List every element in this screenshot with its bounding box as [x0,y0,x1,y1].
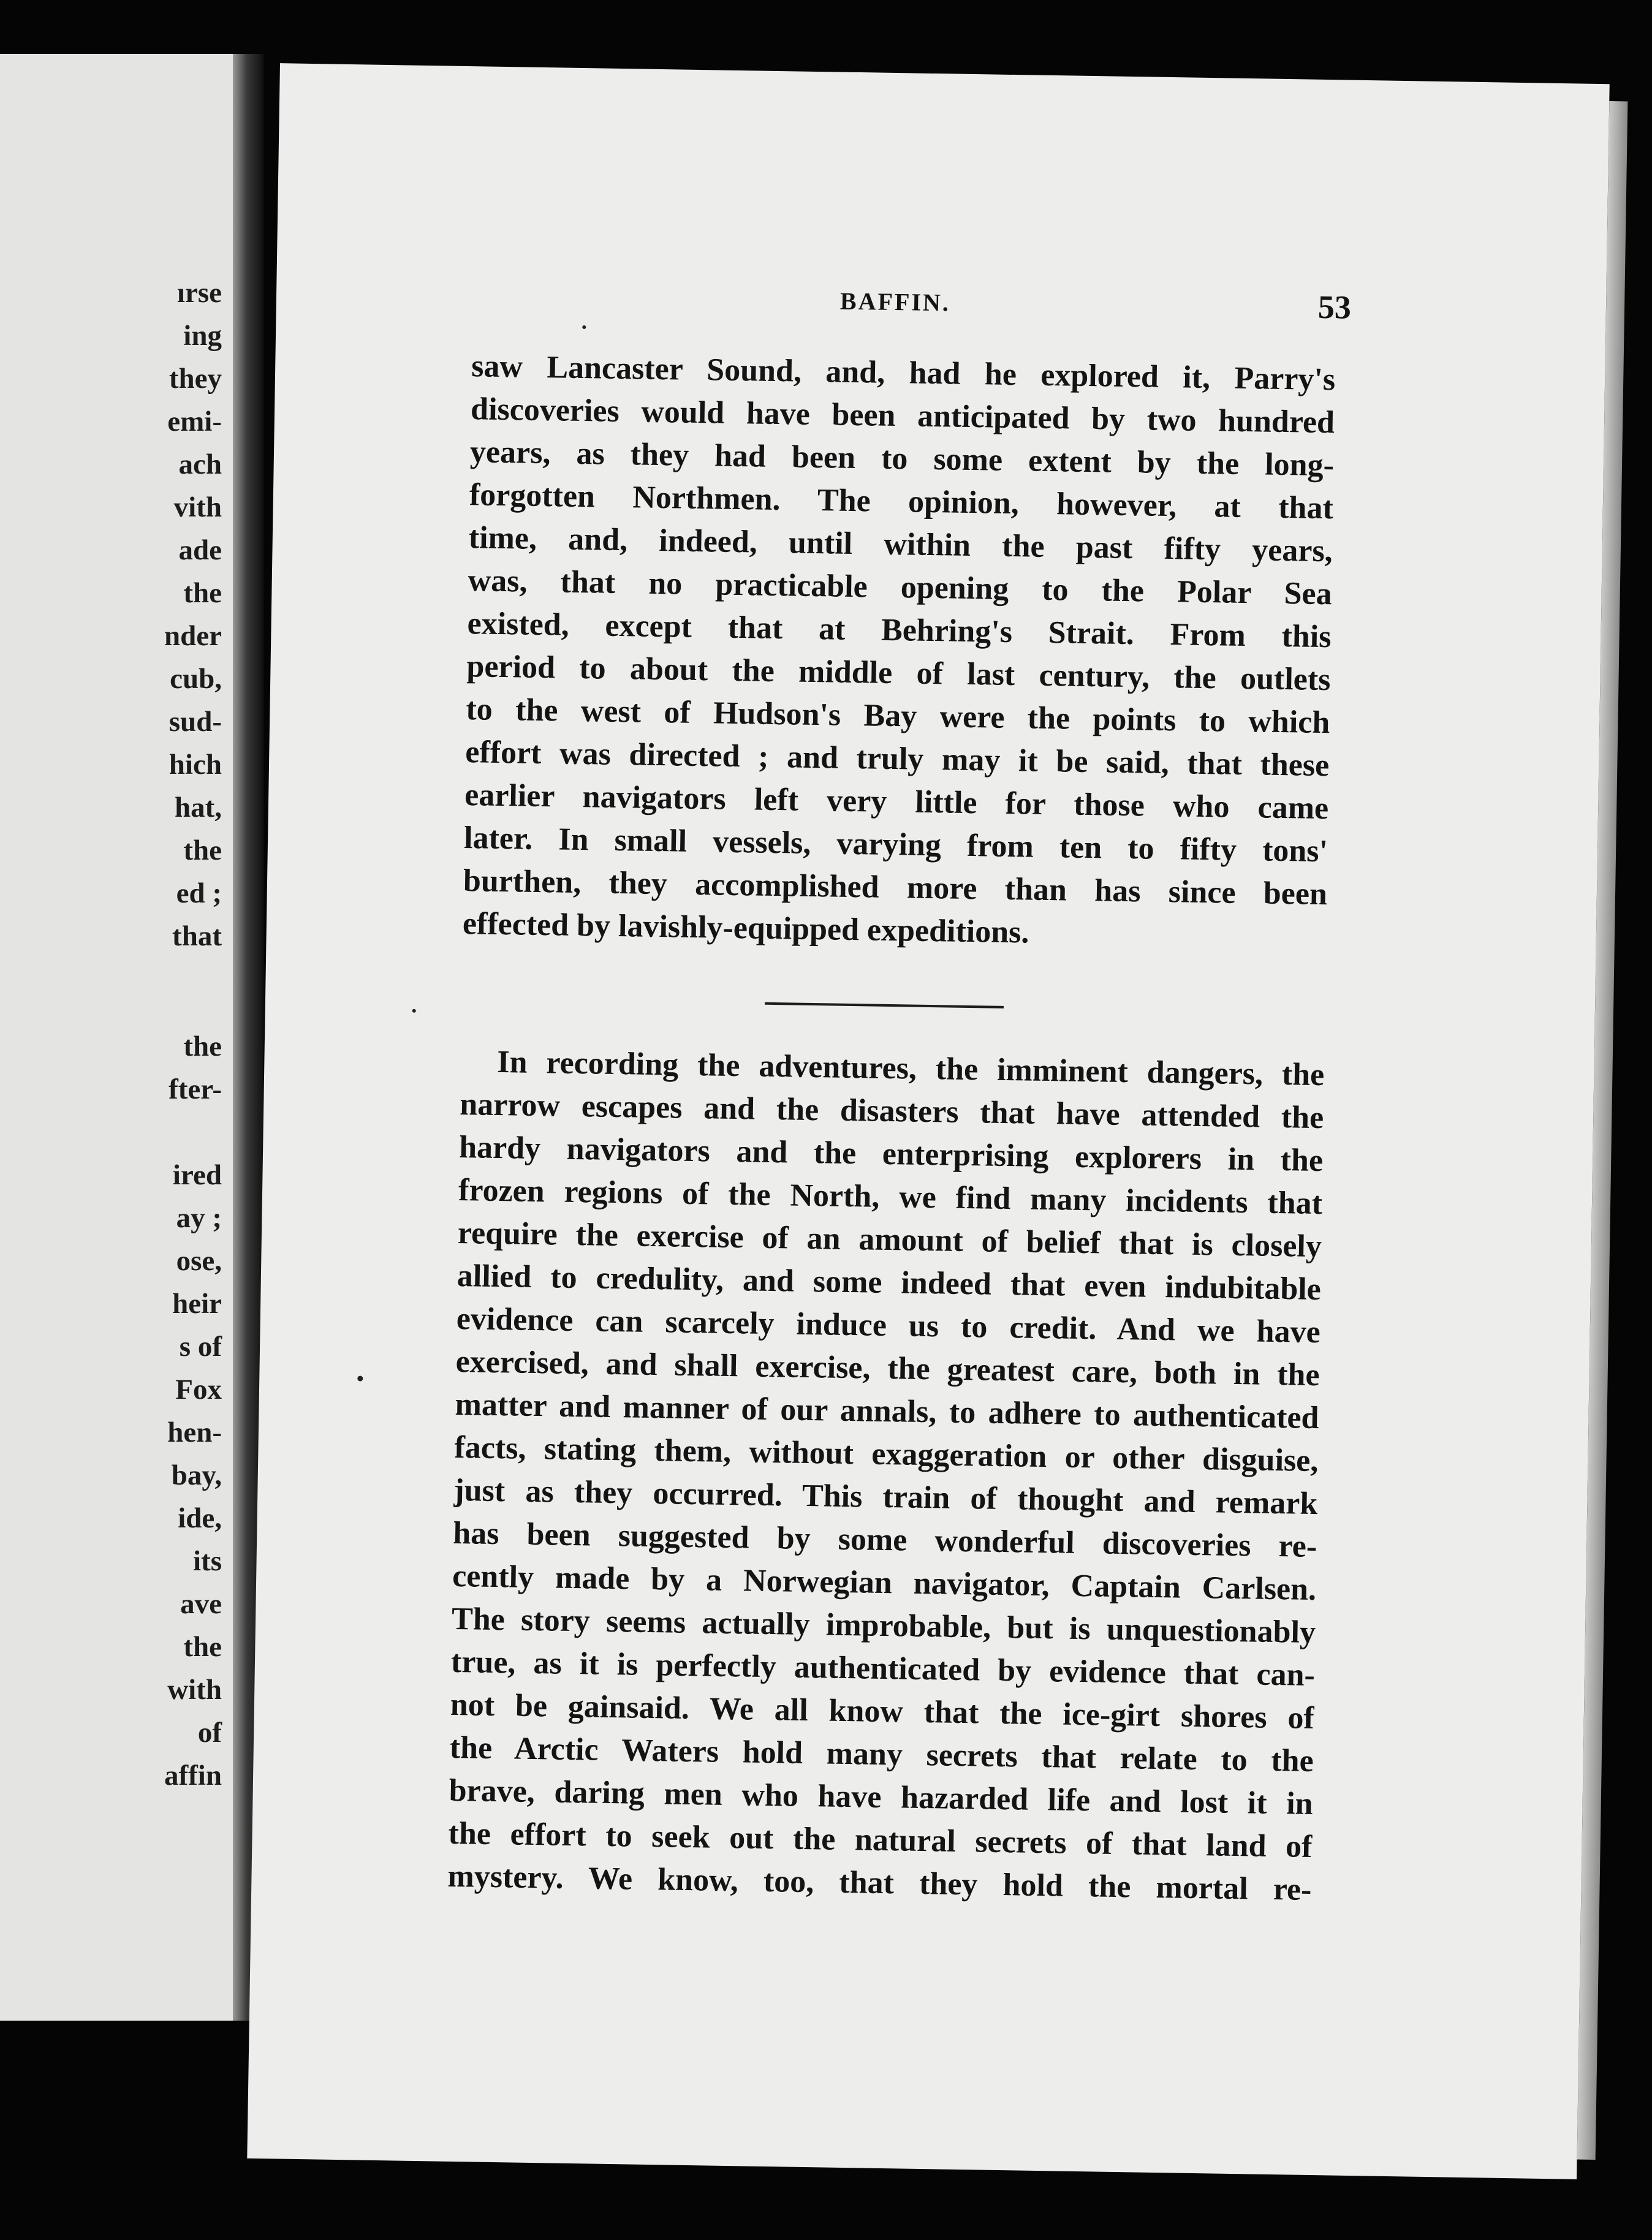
text-line: period to about the middle of last century, the outlets [466,649,1331,698]
facing-page-fragment: ing [183,320,222,352]
text-line: matter and manner of our annals, to adhere to authenticated [455,1387,1319,1436]
text-line: discoveries would have been anticipated by two hundred [470,392,1335,441]
text-line: has been suggested by some wonderful discoveries re- [452,1515,1317,1565]
facing-page-fragment: its [193,1545,222,1577]
facing-page-fragment: ırse [176,277,222,309]
text-line: exercised, and shall exercise, the greatest care, both in the [455,1344,1320,1393]
facing-page-fragment: affin [164,1760,222,1792]
text-line: The story seems actually improbable, but is unquestionably [451,1601,1316,1651]
text-line: facts, stating them, without exaggeration or other disguise, [454,1429,1319,1479]
text-line: time, and, indeed, until within the past fifty years, [468,520,1333,569]
text-line: saw Lancaster Sound, and, had he explored it, Parry's [471,349,1336,398]
facing-page-fragment: that [172,920,222,952]
facing-page-fragment: nder [164,620,222,652]
text-line: frozen regions of the North, we find many incidents that [458,1172,1323,1222]
facing-page-fragment: hen- [167,1417,222,1448]
facing-page-fragment: the [183,834,222,866]
ink-speck [357,1375,363,1381]
text-line: effected by lavishly-equipped expeditions. [462,906,1029,950]
page-number: 53 [1317,288,1352,326]
facing-page-fragment: the [183,1031,222,1062]
facing-page-fragment: fter- [169,1073,222,1105]
text-line: hardy navigators and the enterprising explorers in the [458,1129,1324,1179]
text-line: narrow escapes and the disasters that have attended the [459,1086,1324,1136]
facing-page-fragment: Fox [175,1374,222,1406]
text-line: the effort to seek out the natural secrets of that land of [448,1815,1313,1864]
facing-page-fragment: hich [169,749,222,781]
facing-page-fragment: ed ; [176,877,222,909]
text-line: effort was directed ; and truly may it be said, that these [464,735,1330,784]
text-line: was, that no practicable opening to the Polar Sea [468,563,1333,612]
facing-page-fragment: ide, [178,1502,222,1534]
text-line: require the exercise of an amount of belief that is closely [457,1215,1322,1265]
running-head: BAFFIN. [839,287,951,317]
facing-page-fragment: ose, [176,1245,222,1277]
text-line: later. In small vessels, varying from ten to fifty tons' [463,820,1328,869]
facing-page-fragment: ay ; [176,1202,222,1234]
text-line: true, as it is perfectly authenticated by evidence that can- [450,1644,1316,1693]
facing-page-fragment: vith [173,491,222,523]
book-page [247,63,1609,2179]
section-rule [765,1002,1004,1008]
text-line: forgotten Northmen. The opinion, however, at that [469,477,1334,526]
facing-page-fragment: heir [172,1288,222,1320]
facing-page-fragment: the [183,577,222,609]
facing-page-fragment: sud- [169,706,222,738]
facing-page-fragment: with [167,1674,222,1706]
text-line: not be gainsaid. We all know that the ice-girt shores of [450,1687,1315,1736]
text-line: earlier navigators left very little for those who came [464,778,1329,827]
text-line: brave, daring men who have hazarded life and lost it in [449,1773,1314,1822]
text-line: burthen, they accomplished more than has since been [463,863,1328,912]
facing-page-fragment: bay, [171,1459,222,1491]
text-line: the Arctic Waters hold many secrets that relate to the [449,1730,1314,1779]
text-line: mystery. We know, too, that they hold the mortal re- [447,1858,1312,1907]
text-line: years, as they had been to some extent by the long- [469,434,1335,483]
text-line: allied to credulity, and some indeed that even indubitable [457,1258,1322,1307]
facing-page-fragment: ach [178,448,222,480]
facing-page-fragment: ave [180,1588,222,1620]
facing-page-fragment: they [169,363,222,395]
facing-page-fragment: cub, [170,663,222,695]
facing-page [0,54,233,2021]
text-line: just as they occurred. This train of thought and remark [453,1472,1318,1522]
facing-page-fragment: of [197,1717,222,1749]
facing-page-fragment: hat, [174,792,222,823]
ink-speck [412,1009,416,1013]
text-line: to the west of Hudson's Bay were the points to which [466,692,1330,741]
facing-page-fragment: emi- [167,406,222,437]
facing-page-fragment: s of [179,1331,222,1363]
text-line: existed, except that at Behring's Strait. From this [467,606,1332,655]
paragraph-new [447,1040,1325,1912]
facing-page-fragment: the [183,1631,222,1663]
paragraph-continued [462,345,1335,959]
text-line: In recording the adventures, the imminent dangers, the [496,1044,1325,1093]
facing-page-fragment: ired [172,1159,222,1191]
text-line: evidence can scarcely induce us to credit. And we have [456,1301,1321,1350]
text-line: cently made by a Norwegian navigator, Captain Carlsen. [452,1558,1317,1608]
facing-page-fragment: ade [178,534,222,566]
ink-speck [582,325,586,329]
